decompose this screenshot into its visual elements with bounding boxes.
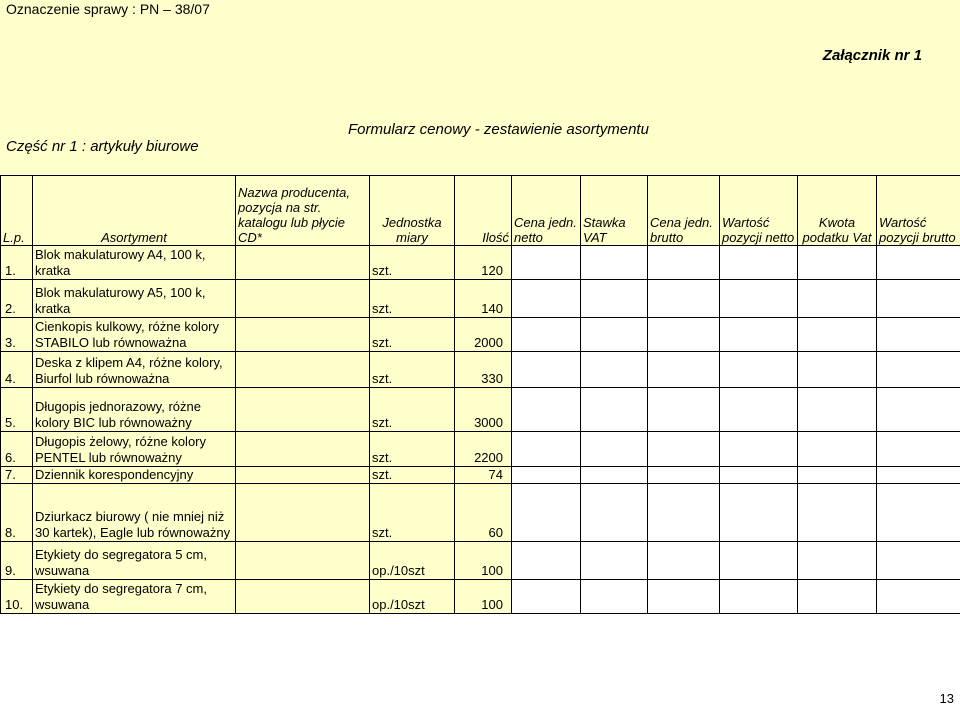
row-lp: 10. [1, 580, 33, 614]
row-producer-cell[interactable] [236, 352, 370, 388]
row-net-price-cell[interactable] [512, 467, 581, 484]
annex-label: Załącznik nr 1 [822, 47, 922, 64]
row-gross-price-cell[interactable] [648, 352, 720, 388]
table-row [1, 467, 960, 484]
row-net-value-cell[interactable] [720, 246, 798, 280]
row-assortment: Długopis żelowy, różne kolory PENTEL lub równoważny [33, 432, 236, 467]
row-producer-cell[interactable] [236, 580, 370, 614]
row-net-value-cell[interactable] [720, 467, 798, 484]
row-gross-price-cell[interactable] [648, 580, 720, 614]
row-vat-rate-cell[interactable] [581, 352, 648, 388]
row-quantity: 100 [455, 542, 512, 580]
row-gross-price-cell[interactable] [648, 484, 720, 542]
row-vat-amount-cell[interactable] [798, 388, 877, 432]
row-vat-rate-cell[interactable] [581, 388, 648, 432]
row-net-price-cell[interactable] [512, 388, 581, 432]
row-gross-price-cell[interactable] [648, 246, 720, 280]
row-net-price-cell[interactable] [512, 318, 581, 352]
col-lp: L.p. [1, 176, 33, 246]
row-assortment: Etykiety do segregatora 5 cm, wsuwana [33, 542, 236, 580]
row-producer-cell[interactable] [236, 542, 370, 580]
col-unit: Jednostka miary [370, 176, 455, 246]
table-row [1, 484, 960, 542]
row-assortment: Długopis jednorazowy, różne kolory BIC lub równoważny [33, 388, 236, 432]
form-title: Formularz cenowy - zestawienie asortymentu [348, 121, 649, 138]
row-vat-amount-cell[interactable] [798, 484, 877, 542]
row-net-value-cell[interactable] [720, 542, 798, 580]
col-assortment: Asortyment [33, 176, 236, 246]
row-assortment: Blok makulaturowy A4, 100 k, kratka [33, 246, 236, 280]
row-unit: szt. [370, 484, 455, 542]
page-number: 13 [939, 691, 954, 706]
row-net-price-cell[interactable] [512, 352, 581, 388]
row-unit: szt. [370, 432, 455, 467]
row-vat-rate-cell[interactable] [581, 280, 648, 318]
row-quantity: 2200 [455, 432, 512, 467]
row-unit: szt. [370, 280, 455, 318]
row-lp: 2. [1, 280, 33, 318]
row-vat-amount-cell[interactable] [798, 318, 877, 352]
col-quantity: Ilość [455, 176, 512, 246]
row-gross-value-cell[interactable] [877, 388, 960, 432]
col-vat-rate: Stawka VAT [581, 176, 648, 246]
row-producer-cell[interactable] [236, 484, 370, 542]
col-vat-amount: Kwota podatku Vat [798, 176, 877, 246]
row-unit: szt. [370, 467, 455, 484]
table-row [1, 318, 960, 352]
table-row [1, 280, 960, 318]
table-row [1, 388, 960, 432]
col-net-price: Cena jedn. netto [512, 176, 581, 246]
case-reference: Oznaczenie sprawy : PN – 38/07 [6, 1, 210, 17]
table-row [1, 246, 960, 280]
part-title: Część nr 1 : artykuły biurowe [6, 138, 199, 155]
row-quantity: 120 [455, 246, 512, 280]
row-assortment: Blok makulaturowy A5, 100 k, kratka [33, 280, 236, 318]
row-net-price-cell[interactable] [512, 246, 581, 280]
col-gross-price: Cena jedn. brutto [648, 176, 720, 246]
row-gross-value-cell[interactable] [877, 432, 960, 467]
row-vat-amount-cell[interactable] [798, 580, 877, 614]
row-quantity: 3000 [455, 388, 512, 432]
row-lp: 9. [1, 542, 33, 580]
row-unit: szt. [370, 246, 455, 280]
row-net-price-cell[interactable] [512, 484, 581, 542]
row-assortment: Etykiety do segregatora 7 cm, wsuwana [33, 580, 236, 614]
row-net-value-cell[interactable] [720, 484, 798, 542]
row-lp: 5. [1, 388, 33, 432]
row-net-value-cell[interactable] [720, 280, 798, 318]
row-quantity: 2000 [455, 318, 512, 352]
row-gross-value-cell[interactable] [877, 484, 960, 542]
table-body [1, 246, 960, 614]
col-net-value: Wartość pozycji netto [720, 176, 798, 246]
row-gross-value-cell[interactable] [877, 467, 960, 484]
row-unit: op./10szt [370, 580, 455, 614]
table-header-row [1, 176, 960, 246]
row-quantity: 100 [455, 580, 512, 614]
row-producer-cell[interactable] [236, 318, 370, 352]
row-lp: 3. [1, 318, 33, 352]
row-unit: op./10szt [370, 542, 455, 580]
row-vat-amount-cell[interactable] [798, 542, 877, 580]
row-gross-price-cell[interactable] [648, 388, 720, 432]
row-net-value-cell[interactable] [720, 352, 798, 388]
row-vat-rate-cell[interactable] [581, 246, 648, 280]
row-assortment: Deska z klipem A4, różne kolory, Biurfol lub równoważna [33, 352, 236, 388]
row-producer-cell[interactable] [236, 280, 370, 318]
row-vat-amount-cell[interactable] [798, 467, 877, 484]
row-gross-price-cell[interactable] [648, 280, 720, 318]
row-quantity: 140 [455, 280, 512, 318]
row-lp: 1. [1, 246, 33, 280]
row-gross-value-cell[interactable] [877, 352, 960, 388]
row-producer-cell[interactable] [236, 388, 370, 432]
row-net-price-cell[interactable] [512, 580, 581, 614]
row-unit: szt. [370, 388, 455, 432]
row-lp: 6. [1, 432, 33, 467]
row-gross-price-cell[interactable] [648, 318, 720, 352]
row-net-value-cell[interactable] [720, 580, 798, 614]
row-vat-amount-cell[interactable] [798, 246, 877, 280]
row-vat-amount-cell[interactable] [798, 432, 877, 467]
row-net-value-cell[interactable] [720, 318, 798, 352]
row-vat-rate-cell[interactable] [581, 484, 648, 542]
row-producer-cell[interactable] [236, 432, 370, 467]
row-assortment: Dziurkacz biurowy ( nie mniej niż 30 kartek), Eagle lub równoważny [33, 484, 236, 542]
row-lp: 8. [1, 484, 33, 542]
row-vat-rate-cell[interactable] [581, 467, 648, 484]
table-row [1, 432, 960, 467]
document-header [0, 0, 960, 175]
row-gross-value-cell[interactable] [877, 246, 960, 280]
row-gross-price-cell[interactable] [648, 432, 720, 467]
row-vat-rate-cell[interactable] [581, 580, 648, 614]
table-row [1, 580, 960, 614]
price-form-table [0, 175, 960, 614]
row-unit: szt. [370, 352, 455, 388]
row-gross-value-cell[interactable] [877, 542, 960, 580]
row-unit: szt. [370, 318, 455, 352]
table-row [1, 352, 960, 388]
row-quantity: 60 [455, 484, 512, 542]
row-gross-value-cell[interactable] [877, 280, 960, 318]
row-assortment: Dziennik korespondencyjny [33, 467, 236, 484]
row-lp: 7. [1, 467, 33, 484]
row-vat-amount-cell[interactable] [798, 352, 877, 388]
row-net-price-cell[interactable] [512, 280, 581, 318]
row-net-value-cell[interactable] [720, 388, 798, 432]
row-net-value-cell[interactable] [720, 432, 798, 467]
row-vat-rate-cell[interactable] [581, 542, 648, 580]
col-gross-value: Wartość pozycji brutto [877, 176, 960, 246]
row-gross-price-cell[interactable] [648, 467, 720, 484]
row-quantity: 330 [455, 352, 512, 388]
row-vat-rate-cell[interactable] [581, 432, 648, 467]
row-producer-cell[interactable] [236, 246, 370, 280]
table-row [1, 542, 960, 580]
row-lp: 4. [1, 352, 33, 388]
row-net-price-cell[interactable] [512, 432, 581, 467]
row-vat-amount-cell[interactable] [798, 280, 877, 318]
row-net-price-cell[interactable] [512, 542, 581, 580]
row-gross-value-cell[interactable] [877, 580, 960, 614]
row-assortment: Cienkopis kulkowy, różne kolory STABILO lub równoważna [33, 318, 236, 352]
row-gross-value-cell[interactable] [877, 318, 960, 352]
row-gross-price-cell[interactable] [648, 542, 720, 580]
row-quantity: 74 [455, 467, 512, 484]
row-vat-rate-cell[interactable] [581, 318, 648, 352]
col-producer: Nazwa producenta, pozycja na str. katalogu lub płycie CD* [236, 176, 370, 246]
row-producer-cell[interactable] [236, 467, 370, 484]
